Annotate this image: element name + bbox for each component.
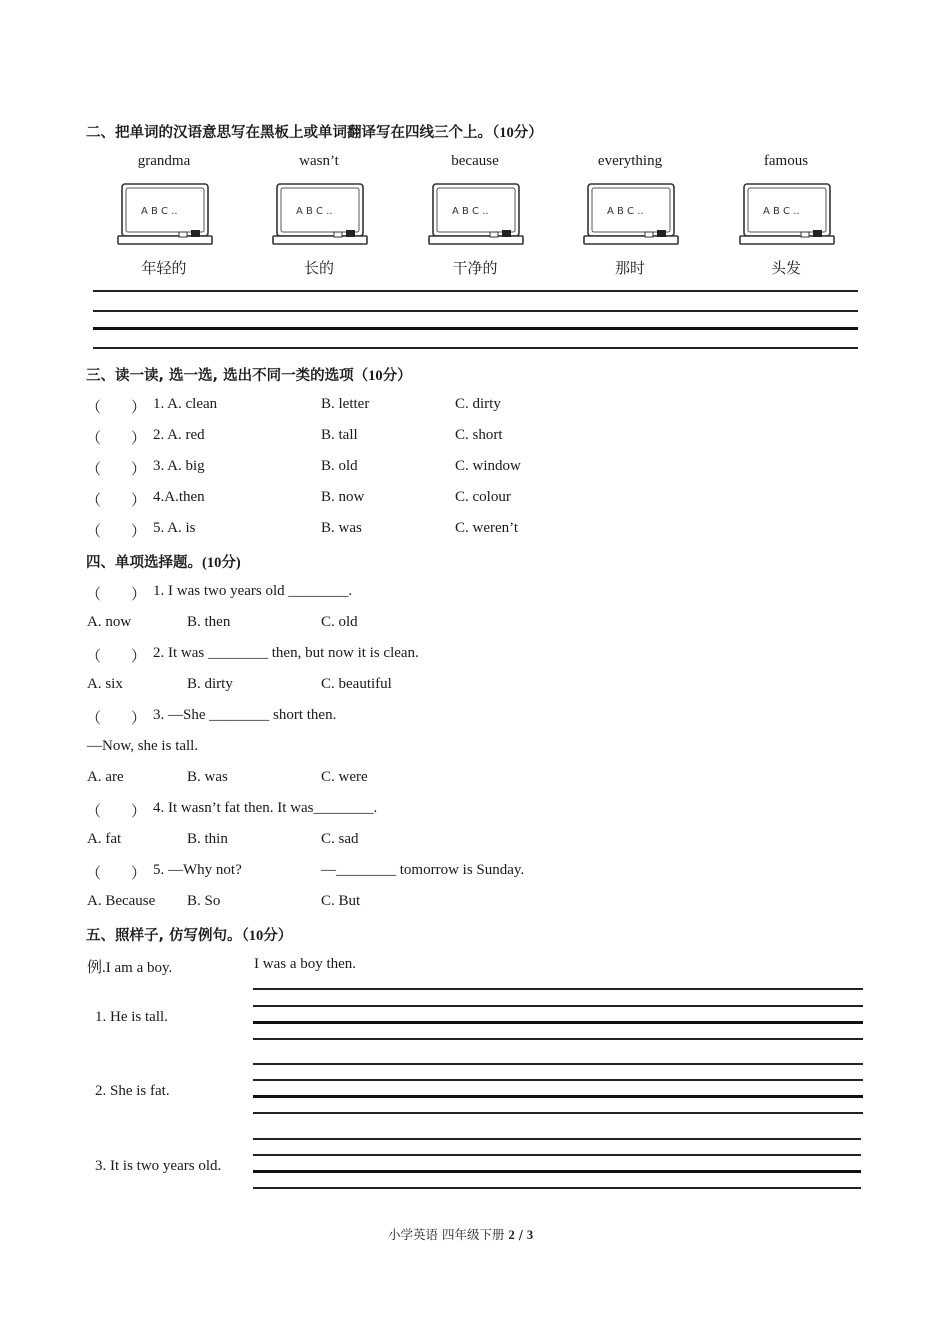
answer-blank[interactable]: （ ） bbox=[86, 647, 147, 665]
option-a: 3. A. big bbox=[153, 458, 205, 474]
svg-text:A B C ..: A B C .. bbox=[141, 206, 178, 217]
answer-blank[interactable]: （ ） bbox=[86, 429, 147, 447]
svg-text:A B C ..: A B C .. bbox=[607, 206, 644, 217]
chinese-word: 年轻的 bbox=[141, 259, 187, 277]
option-c: C. weren’t bbox=[455, 520, 519, 536]
answer-blank[interactable]: （ ） bbox=[86, 460, 147, 478]
question-text: 3. —She ________ short then. bbox=[153, 707, 337, 723]
blackboard-icon[interactable] bbox=[739, 182, 835, 250]
option-b: B. was bbox=[187, 769, 228, 785]
option-c: C. were bbox=[321, 769, 368, 785]
svg-text:A B C ..: A B C .. bbox=[763, 206, 800, 217]
page-number: 2 bbox=[508, 1228, 515, 1242]
option-a: A. are bbox=[87, 769, 124, 785]
writing-line bbox=[93, 290, 858, 292]
option-a: 2. A. red bbox=[153, 427, 205, 443]
blackboard-icon[interactable] bbox=[583, 182, 679, 250]
option-c: C. short bbox=[455, 427, 503, 443]
example-sentence: 例.I am a boy. bbox=[87, 960, 173, 976]
option-b: B. letter bbox=[321, 396, 370, 412]
option-b: B. dirty bbox=[187, 676, 233, 692]
option-a: A. six bbox=[87, 676, 123, 692]
sentence-prompt: 1. He is tall. bbox=[95, 1009, 168, 1025]
question-text: 5. —Why not? bbox=[153, 862, 242, 878]
writing-line bbox=[93, 347, 858, 349]
option-c: C. old bbox=[321, 614, 358, 630]
question-reply: —________ tomorrow is Sunday. bbox=[321, 862, 525, 878]
option-c: C. beautiful bbox=[321, 676, 392, 692]
sentence-prompt: 2. She is fat. bbox=[95, 1083, 170, 1099]
option-b: B. old bbox=[321, 458, 358, 474]
word-famous: famous bbox=[763, 153, 809, 169]
chinese-word: 干净的 bbox=[452, 259, 498, 277]
option-b: B. So bbox=[187, 893, 221, 909]
option-a: 5. A. is bbox=[153, 520, 196, 536]
example-answer: I was a boy then. bbox=[254, 956, 357, 972]
answer-blank[interactable]: （ ） bbox=[86, 585, 147, 603]
question-reply: —Now, she is tall. bbox=[87, 738, 199, 754]
option-a: A. Because bbox=[87, 893, 156, 909]
blackboard-icon[interactable] bbox=[428, 182, 524, 250]
option-b: B. then bbox=[187, 614, 231, 630]
section3-heading: 三、读一读, 选一选, 选出不同一类的选项（10分） bbox=[86, 368, 412, 384]
option-c: C. window bbox=[455, 458, 521, 474]
option-b: B. was bbox=[321, 520, 362, 536]
option-a: 4.A.then bbox=[153, 489, 205, 505]
writing-line bbox=[93, 310, 858, 312]
option-a: A. fat bbox=[87, 831, 122, 847]
blackboard-icon[interactable] bbox=[272, 182, 368, 250]
section2-heading: 二、把单词的汉语意思写在黑板上或单词翻译写在四线三个上。（10分） bbox=[86, 125, 543, 141]
chinese-word: 长的 bbox=[303, 259, 334, 277]
word-because: because bbox=[451, 153, 499, 169]
option-c: C. colour bbox=[455, 489, 511, 505]
question-text: 2. It was ________ then, but now it is clean. bbox=[153, 645, 419, 661]
section4-heading: 四、单项选择题。(10分) bbox=[86, 555, 241, 571]
answer-blank[interactable]: （ ） bbox=[86, 522, 147, 540]
answer-blank[interactable]: （ ） bbox=[86, 398, 147, 416]
section5-heading: 五、照样子, 仿写例句。（10分） bbox=[86, 928, 293, 944]
option-b: B. thin bbox=[187, 831, 228, 847]
answer-blank[interactable]: （ ） bbox=[86, 709, 147, 727]
answer-blank[interactable]: （ ） bbox=[86, 491, 147, 509]
option-b: B. tall bbox=[321, 427, 358, 443]
option-c: C. dirty bbox=[455, 396, 501, 412]
word-grandma: grandma bbox=[137, 153, 191, 169]
question-text: 1. I was two years old ________. bbox=[153, 583, 353, 599]
svg-text:A B C ..: A B C .. bbox=[296, 206, 333, 217]
chinese-word: 那时 bbox=[614, 259, 645, 277]
blackboard-icon[interactable] bbox=[117, 182, 213, 250]
page-total: 3 bbox=[526, 1228, 534, 1242]
chinese-word: 头发 bbox=[770, 259, 801, 277]
option-a: 1. A. clean bbox=[153, 396, 218, 412]
question-text: 4. It wasn’t fat then. It was________. bbox=[153, 800, 378, 816]
answer-blank[interactable]: （ ） bbox=[86, 802, 147, 820]
writing-line bbox=[93, 327, 858, 330]
option-a: A. now bbox=[87, 614, 132, 630]
option-c: C. sad bbox=[321, 831, 359, 847]
option-b: B. now bbox=[321, 489, 365, 505]
svg-text:A B C ..: A B C .. bbox=[452, 206, 489, 217]
answer-blank[interactable]: （ ） bbox=[86, 864, 147, 882]
word-everything: everything bbox=[597, 153, 663, 169]
sentence-prompt: 3. It is two years old. bbox=[95, 1158, 222, 1174]
word-wasnt: wasn’t bbox=[299, 153, 339, 169]
option-c: C. But bbox=[321, 893, 361, 909]
page-footer: 小学英语 四年级下册 2 / 3 bbox=[388, 1227, 534, 1242]
